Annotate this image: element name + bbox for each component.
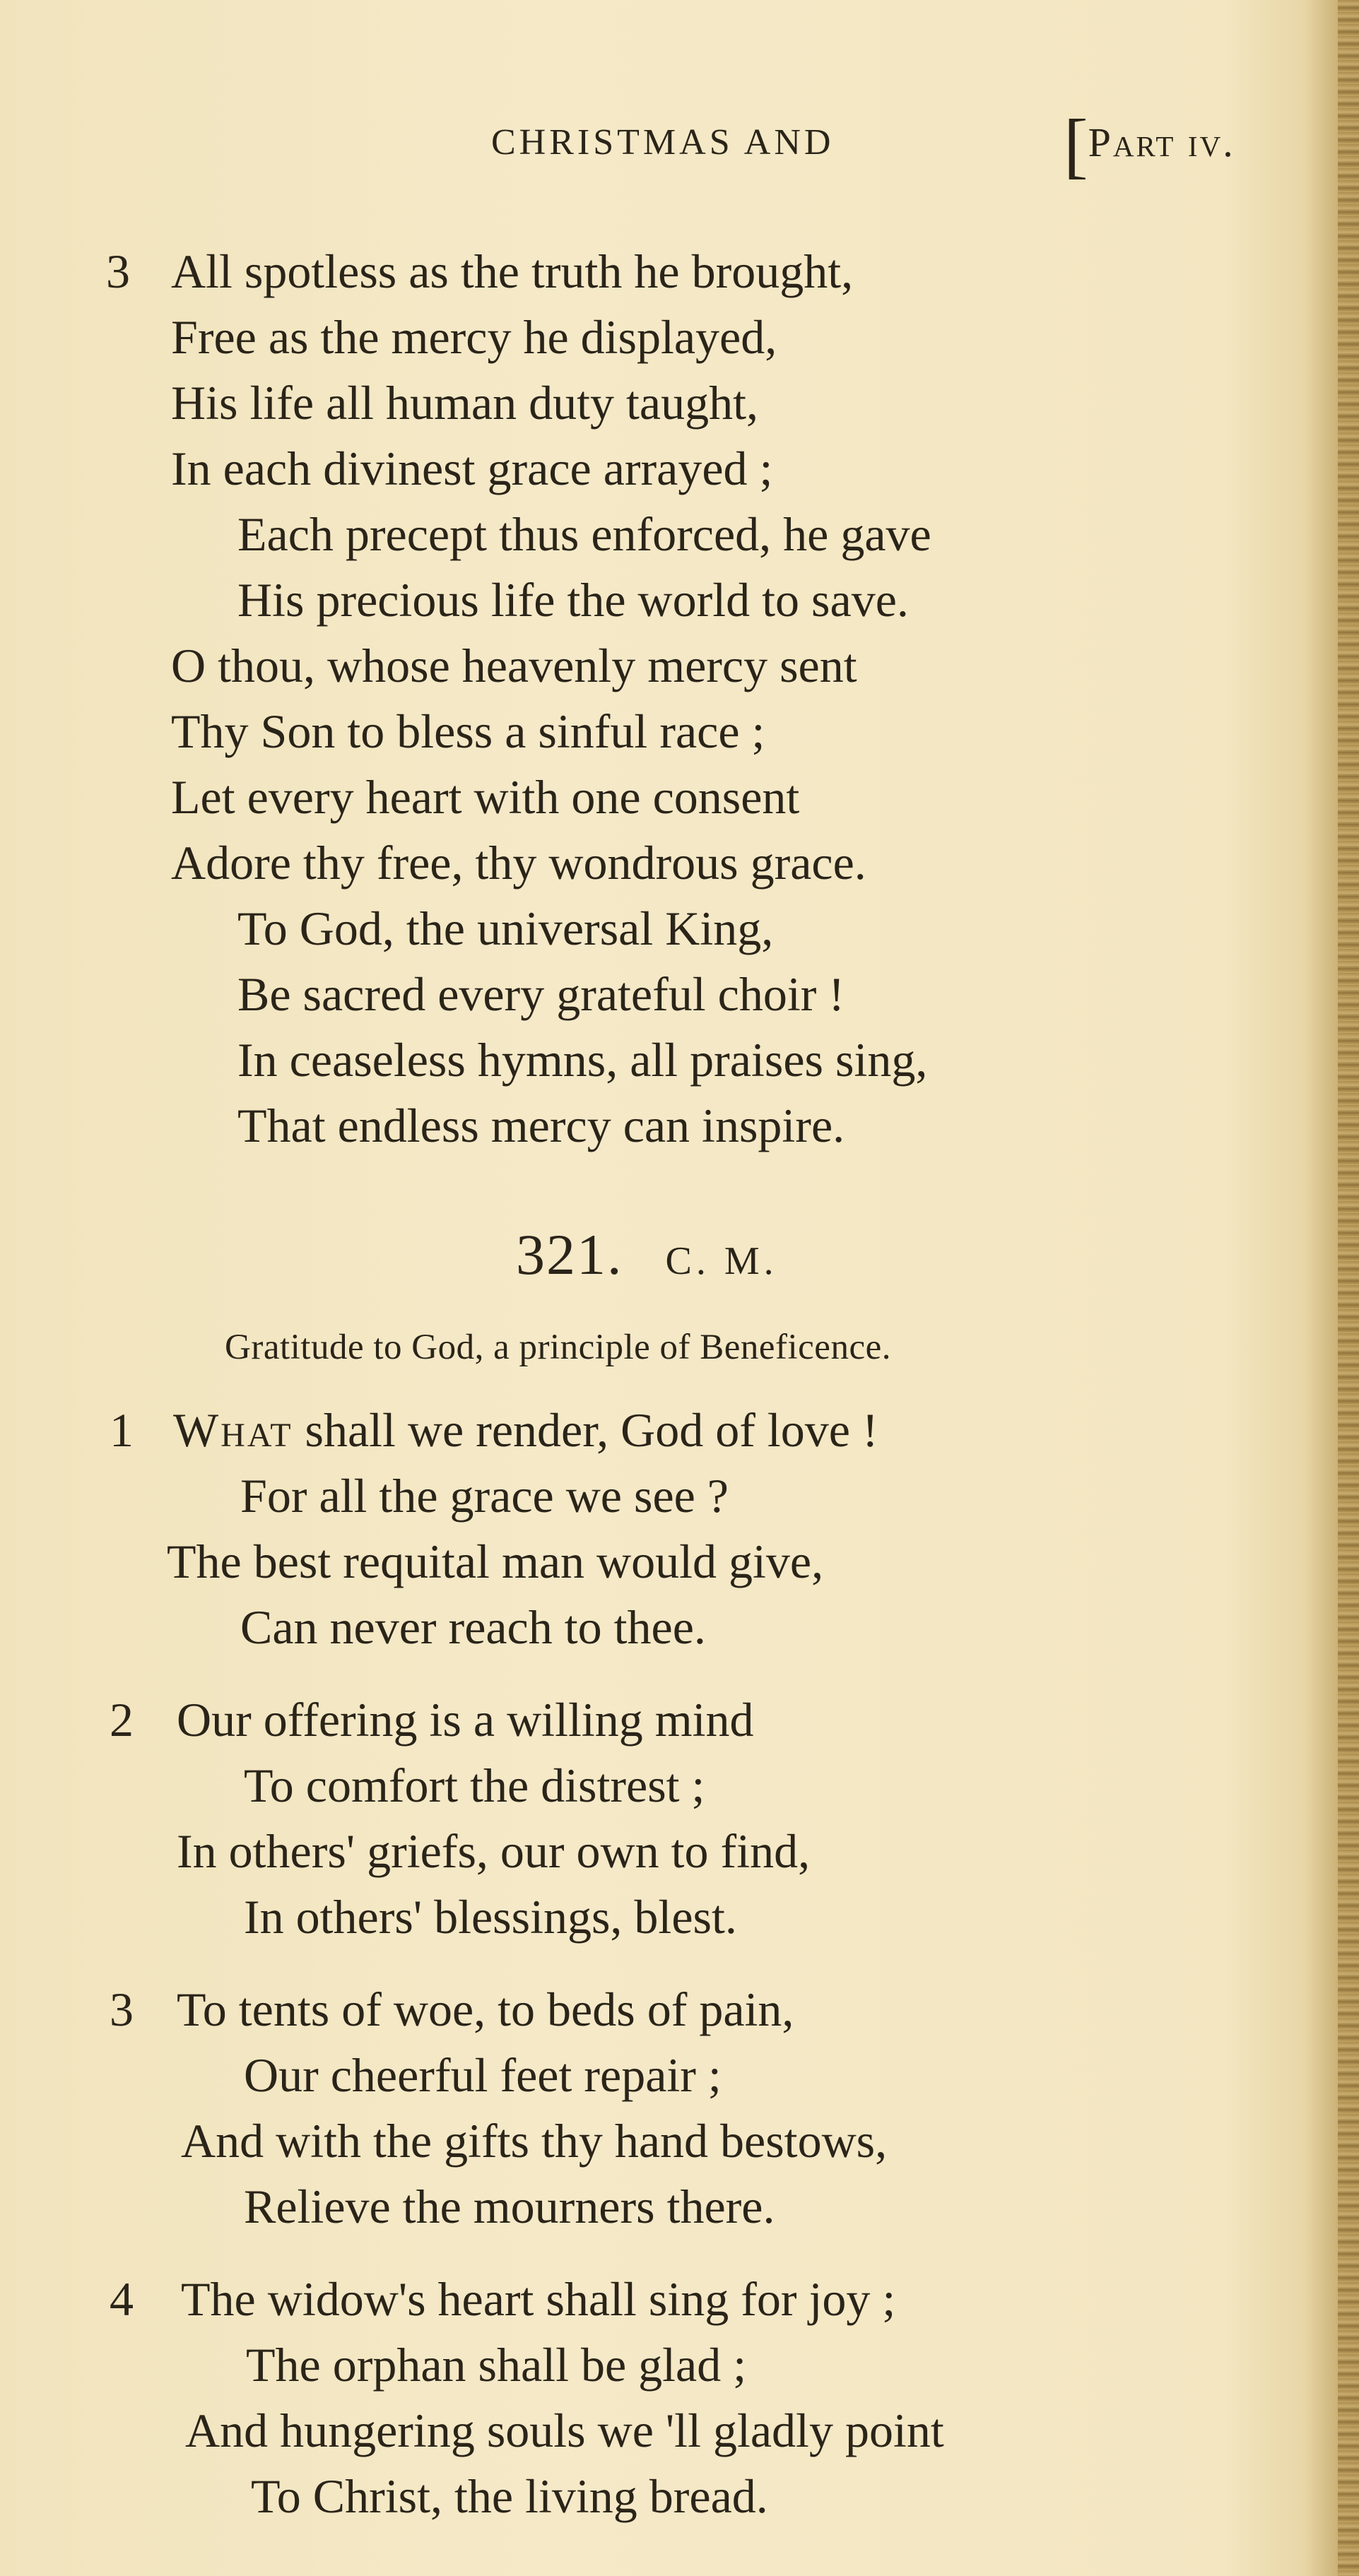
stanza-number: 2	[110, 1693, 134, 1747]
verse-line: Can never reach to thee.	[240, 1600, 706, 1654]
drop-word: What	[173, 1403, 293, 1457]
verse-line: In others' griefs, our own to find,	[177, 1824, 811, 1878]
verse-line	[173, 1403, 878, 1457]
verse-line: Relieve the mourners there.	[244, 2180, 775, 2233]
hymn-title: Gratitude to God, a principle of Beneficence.	[225, 1328, 891, 1367]
verse-line: All spotless as the truth he brought,	[171, 244, 854, 298]
verse-line: In each divinest grace arrayed ;	[171, 442, 773, 495]
verse-line: Each precept thus enforced, he gave	[237, 507, 931, 561]
verse-line: Thy Son to bless a sinful race ;	[171, 704, 765, 758]
verse-line: To tents of woe, to beds of pain,	[177, 1983, 794, 2036]
verse-line: Our cheerful feet repair ;	[244, 2048, 722, 2102]
verse-line: His life all human duty taught,	[171, 376, 758, 430]
verse-line: His precious life the world to save.	[237, 573, 909, 627]
page-edge	[1338, 0, 1359, 2576]
verse-line: That endless mercy can inspire.	[237, 1099, 845, 1152]
part-label	[1064, 105, 1235, 186]
verse-line: For all the grace we see ?	[240, 1469, 729, 1523]
verse-line: Our offering is a willing mind	[177, 1693, 754, 1747]
verse-line: The orphan shall be glad ;	[246, 2338, 747, 2392]
verse-line: To Christ, the living bread.	[251, 2469, 768, 2523]
stanza-number: 1	[110, 1403, 134, 1457]
part-bracket: [	[1064, 105, 1088, 186]
stanza-number: 3	[110, 1983, 134, 2036]
verse-line: Let every heart with one consent	[171, 770, 800, 824]
part-text: Part iv.	[1088, 119, 1235, 165]
stanza-number: 4	[110, 2272, 134, 2326]
hymn-heading	[516, 1222, 778, 1287]
verse-line: In others' blessings, blest.	[244, 1890, 737, 1944]
verse-line: To God, the universal King,	[237, 902, 774, 955]
verse-line: And with the gifts thy hand bestows,	[181, 2114, 888, 2168]
verse-line: The best requital man would give,	[167, 1535, 824, 1588]
verse-line: To comfort the distrest ;	[244, 1759, 705, 1812]
verse-line: Adore thy free, thy wondrous grace.	[171, 836, 866, 890]
verse-line: Free as the mercy he displayed,	[171, 310, 777, 364]
running-title: CHRISTMAS AND	[491, 122, 835, 163]
stanza-number: 3	[106, 244, 130, 298]
verse-line: In ceaseless hymns, all praises sing,	[237, 1033, 928, 1087]
running-header	[0, 105, 1359, 186]
hymn-meter: C. M.	[665, 1239, 778, 1283]
verse-text: shall we render, God of love !	[293, 1403, 878, 1457]
verse-line: O thou, whose heavenly mercy sent	[171, 639, 857, 692]
verse-line: And hungering souls we 'll gladly point	[185, 2404, 944, 2457]
hymn-number: 321.	[516, 1222, 623, 1287]
verse-line: The widow's heart shall sing for joy ;	[181, 2272, 896, 2326]
verse-line: Be sacred every grateful choir !	[237, 967, 845, 1021]
